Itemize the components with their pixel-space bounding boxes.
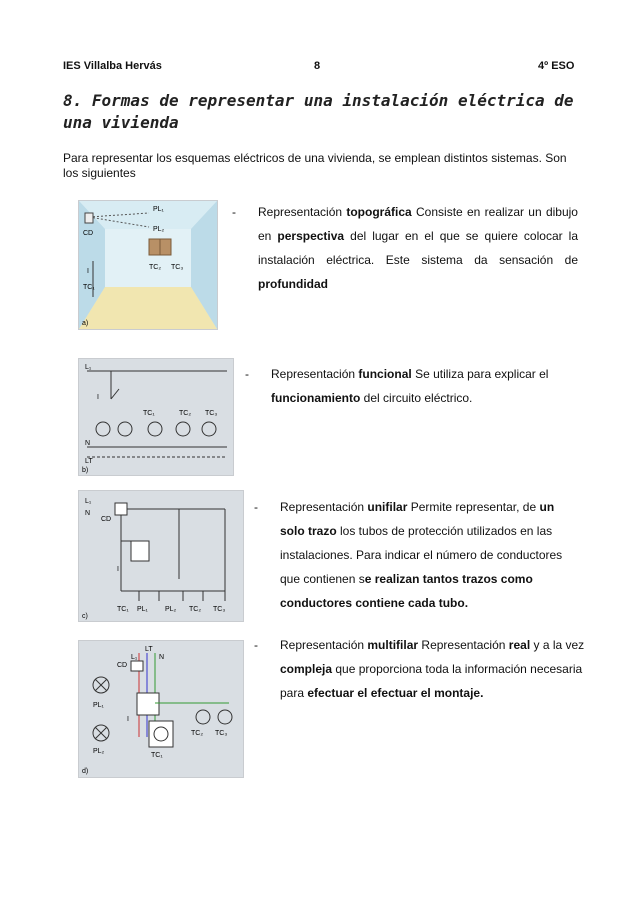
fig-b-label: L₁ bbox=[85, 364, 92, 371]
text-run: que proporciona toda la información necesaria para bbox=[280, 662, 583, 700]
fig-d-label: TC₂ bbox=[191, 730, 204, 737]
text-run: Representación bbox=[418, 638, 509, 652]
bold-term: efectuar el efectuar el montaje. bbox=[307, 686, 484, 700]
fig-d-label: N bbox=[159, 654, 165, 661]
fig-c-letter: c) bbox=[82, 613, 88, 620]
fig-d-label: L₁ bbox=[131, 654, 138, 661]
bold-term: un solo trazo bbox=[280, 500, 555, 538]
bold-term: e realizan tantos trazos como conductores contiene cada tubo. bbox=[280, 572, 533, 610]
bullet-dash: - bbox=[232, 205, 236, 219]
text-run: Se utiliza para explicar el bbox=[411, 367, 549, 381]
fig-d-letter: d) bbox=[82, 768, 89, 775]
fig-d-label: PL₂ bbox=[93, 748, 105, 755]
functional-drawing bbox=[79, 359, 233, 475]
fig-c-label: PL₂ bbox=[165, 606, 177, 613]
fig-d-label: PL₁ bbox=[93, 702, 104, 709]
fig-a-label: TC₂ bbox=[149, 264, 162, 271]
text-run: Representación bbox=[280, 638, 368, 652]
bold-term: real bbox=[508, 638, 531, 652]
text-run: Representación bbox=[280, 500, 368, 514]
text-run: Representación bbox=[258, 205, 347, 219]
fig-c-label: I bbox=[117, 566, 119, 573]
fig-c-label: TC₁ bbox=[117, 606, 129, 613]
fig-a-letter: a) bbox=[82, 320, 89, 327]
text-run: Consiste en realizar un dibujo en bbox=[258, 205, 578, 243]
fig-b-label: TC₁ bbox=[143, 410, 155, 417]
text-run: del lugar en el que se quiere colocar la instalación eléctrica. Este sistema da sensación de bbox=[258, 229, 579, 267]
intro-paragraph: Para representar los esquemas eléctricos de una vivienda, se emplean distintos sistemas. Son los siguientes bbox=[63, 151, 567, 180]
header-school: IES Villalba Hervás bbox=[63, 60, 162, 72]
fig-c-label: N bbox=[85, 510, 91, 517]
topographic-drawing bbox=[79, 201, 217, 329]
fig-b-label: I bbox=[97, 394, 99, 401]
fig-c-label: TC₂ bbox=[189, 606, 202, 613]
bold-term: funcional bbox=[358, 367, 412, 381]
fig-d-label: I bbox=[127, 716, 129, 723]
bold-term: perspectiva bbox=[277, 229, 345, 243]
fig-d-label: TC₁ bbox=[151, 752, 163, 759]
unifilar-drawing bbox=[79, 491, 243, 621]
fig-c-label: L₁ bbox=[85, 498, 92, 505]
text-run: del circuito eléctrico. bbox=[360, 391, 473, 405]
fig-a-label: PL₂ bbox=[153, 226, 165, 233]
bold-term: funcionamiento bbox=[271, 391, 361, 405]
text-run: Representación bbox=[271, 367, 359, 381]
fig-b-label: N bbox=[85, 440, 91, 447]
header-page-number: 8 bbox=[314, 60, 321, 72]
bold-term: multifilar bbox=[367, 638, 419, 652]
fig-b-label: LT bbox=[85, 458, 93, 465]
figure-functional bbox=[78, 358, 234, 476]
bold-term: unifilar bbox=[367, 500, 408, 514]
fig-d-label: TC₃ bbox=[215, 730, 228, 737]
fig-c-label: CD bbox=[101, 516, 112, 523]
bullet-dash: - bbox=[254, 500, 258, 514]
fig-d-label: CD bbox=[117, 662, 128, 669]
text-run: y a la vez bbox=[530, 638, 585, 652]
bold-term: topográfica bbox=[346, 205, 412, 219]
figure-unifilar bbox=[78, 490, 244, 622]
fig-c-label: TC₃ bbox=[213, 606, 226, 613]
section-title: 8. Formas de representar una instalación eléctrica de una vivienda bbox=[63, 91, 574, 132]
fig-b-label: TC₂ bbox=[179, 410, 192, 417]
fig-a-label: I bbox=[87, 268, 89, 275]
figure-multifilar bbox=[78, 640, 244, 778]
header-course: 4º ESO bbox=[538, 60, 575, 72]
text-run: Permite representar, de bbox=[407, 500, 540, 514]
figure-topographic bbox=[78, 200, 218, 330]
bullet-dash: - bbox=[245, 367, 249, 381]
fig-a-label: PL₁ bbox=[153, 206, 164, 213]
multifilar-drawing bbox=[79, 641, 243, 777]
fig-a-label: TC₃ bbox=[171, 264, 184, 271]
fig-b-letter: b) bbox=[82, 467, 89, 474]
fig-c-label: PL₁ bbox=[137, 606, 148, 613]
bold-term: profundidad bbox=[258, 277, 328, 291]
fig-a-label: TC₁ bbox=[83, 284, 95, 291]
bullet-dash: - bbox=[254, 638, 258, 652]
bold-term: compleja bbox=[280, 662, 333, 676]
text-run: los tubos de protección utilizados en las instalaciones. Para indicar el número de conductores que contienen s bbox=[280, 524, 563, 586]
fig-b-label: TC₃ bbox=[205, 410, 218, 417]
fig-a-label: CD bbox=[83, 230, 94, 237]
fig-d-label: LT bbox=[145, 646, 153, 653]
